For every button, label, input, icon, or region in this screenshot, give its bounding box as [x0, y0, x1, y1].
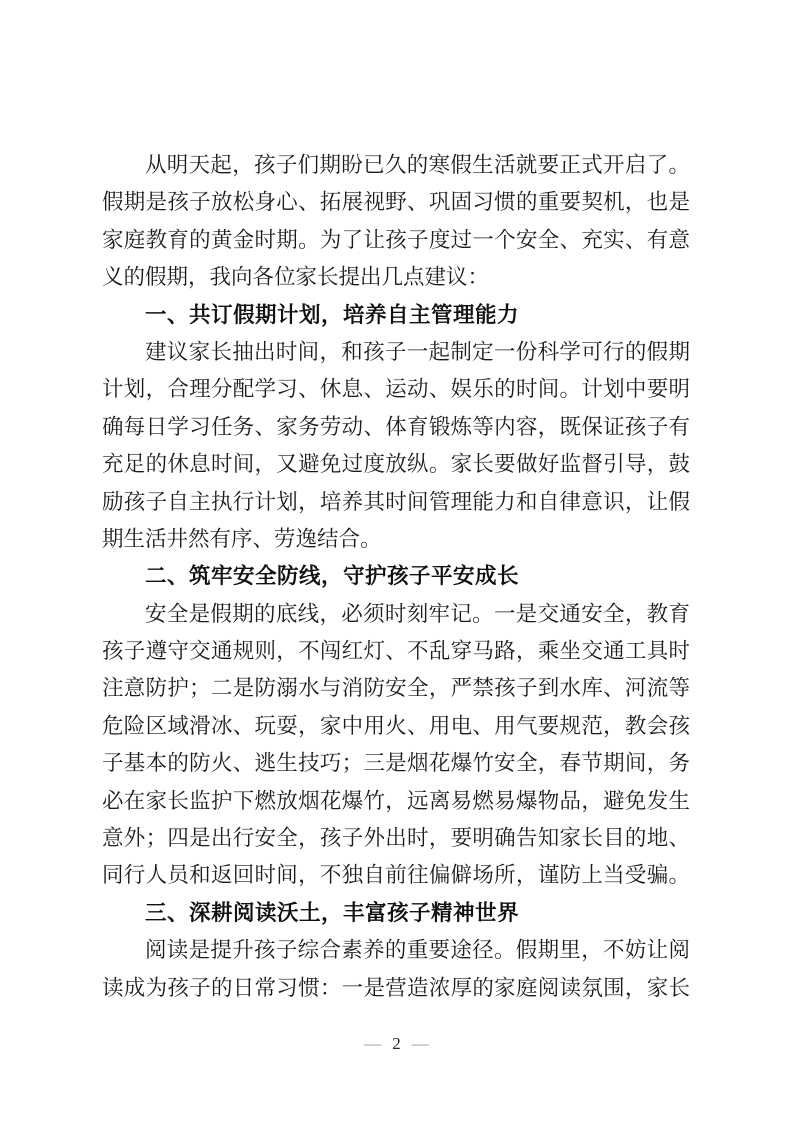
paragraph-line: 安全是假期的底线，必须时刻牢记。一是交通安全，教育 [145, 601, 690, 626]
paragraph-line: 从明天起，孩子们期盼已久的寒假生活就要正式开启了。 [145, 153, 690, 177]
paragraph-line: 家庭教育的黄金时期。为了让孩子度过一个安全、充实、有意 [102, 227, 690, 252]
paragraph-line: 假期是孩子放松身心、拓展视野、巩固习惯的重要契机，也是 [102, 190, 690, 215]
section-heading-1: 一、共订假期计划，培养自主管理能力 [145, 302, 520, 327]
paragraph-line: 确每日学习任务、家务劳动、体育锻炼等内容，既保证孩子有 [102, 414, 690, 439]
footer-dash-left: — [364, 1034, 382, 1053]
paragraph-line: 危险区域滑冰、玩耍，家中用火、用电、用气要规范，教会孩 [102, 713, 690, 738]
paragraph-line: 同行人员和返回时间，不独自前往偏僻场所，谨防上当受骗。 [102, 863, 690, 888]
paragraph-line: 子基本的防火、逃生技巧；三是烟花爆竹安全，春节期间，务 [102, 751, 690, 776]
page-number: 2 [392, 1034, 401, 1053]
paragraph-line: 读成为孩子的日常习惯：一是营造浓厚的家庭阅读氛围，家长 [102, 975, 690, 1000]
section-heading-2: 二、筑牢安全防线，守护孩子平安成长 [145, 564, 520, 589]
paragraph-line: 期生活井然有序、劳逸结合。 [102, 526, 382, 551]
paragraph-line: 义的假期，我向各位家长提出几点建议： [102, 265, 490, 290]
paragraph-line: 必在家长监护下燃放烟花爆竹，远离易燃易爆物品，避免发生 [102, 788, 690, 813]
paragraph-line: 计划，合理分配学习、休息、运动、娱乐的时间。计划中要明 [102, 377, 690, 402]
section-heading-3: 三、深耕阅读沃土，丰富孩子精神世界 [145, 900, 520, 925]
paragraph-line: 注意防护；二是防溺水与消防安全，严禁孩子到水库、河流等 [102, 676, 690, 701]
paragraph-line: 励孩子自主执行计划，培养其时间管理能力和自律意识，让假 [102, 489, 690, 514]
footer-dash-right: — [411, 1034, 429, 1053]
paragraph-line: 建议家长抽出时间，和孩子一起制定一份科学可行的假期 [145, 339, 690, 364]
paragraph-line: 充足的休息时间，又避免过度放纵。家长要做好监督引导，鼓 [102, 452, 690, 477]
paragraph-line: 孩子遵守交通规则，不闯红灯、不乱穿马路，乘坐交通工具时 [102, 639, 690, 664]
paragraph-line: 阅读是提升孩子综合素养的重要途径。假期里，不妨让阅 [145, 938, 690, 963]
page-footer [0, 1032, 793, 1056]
paragraph-line: 意外；四是出行安全，孩子外出时，要明确告知家长目的地、 [102, 826, 690, 851]
document-body [102, 147, 690, 1007]
